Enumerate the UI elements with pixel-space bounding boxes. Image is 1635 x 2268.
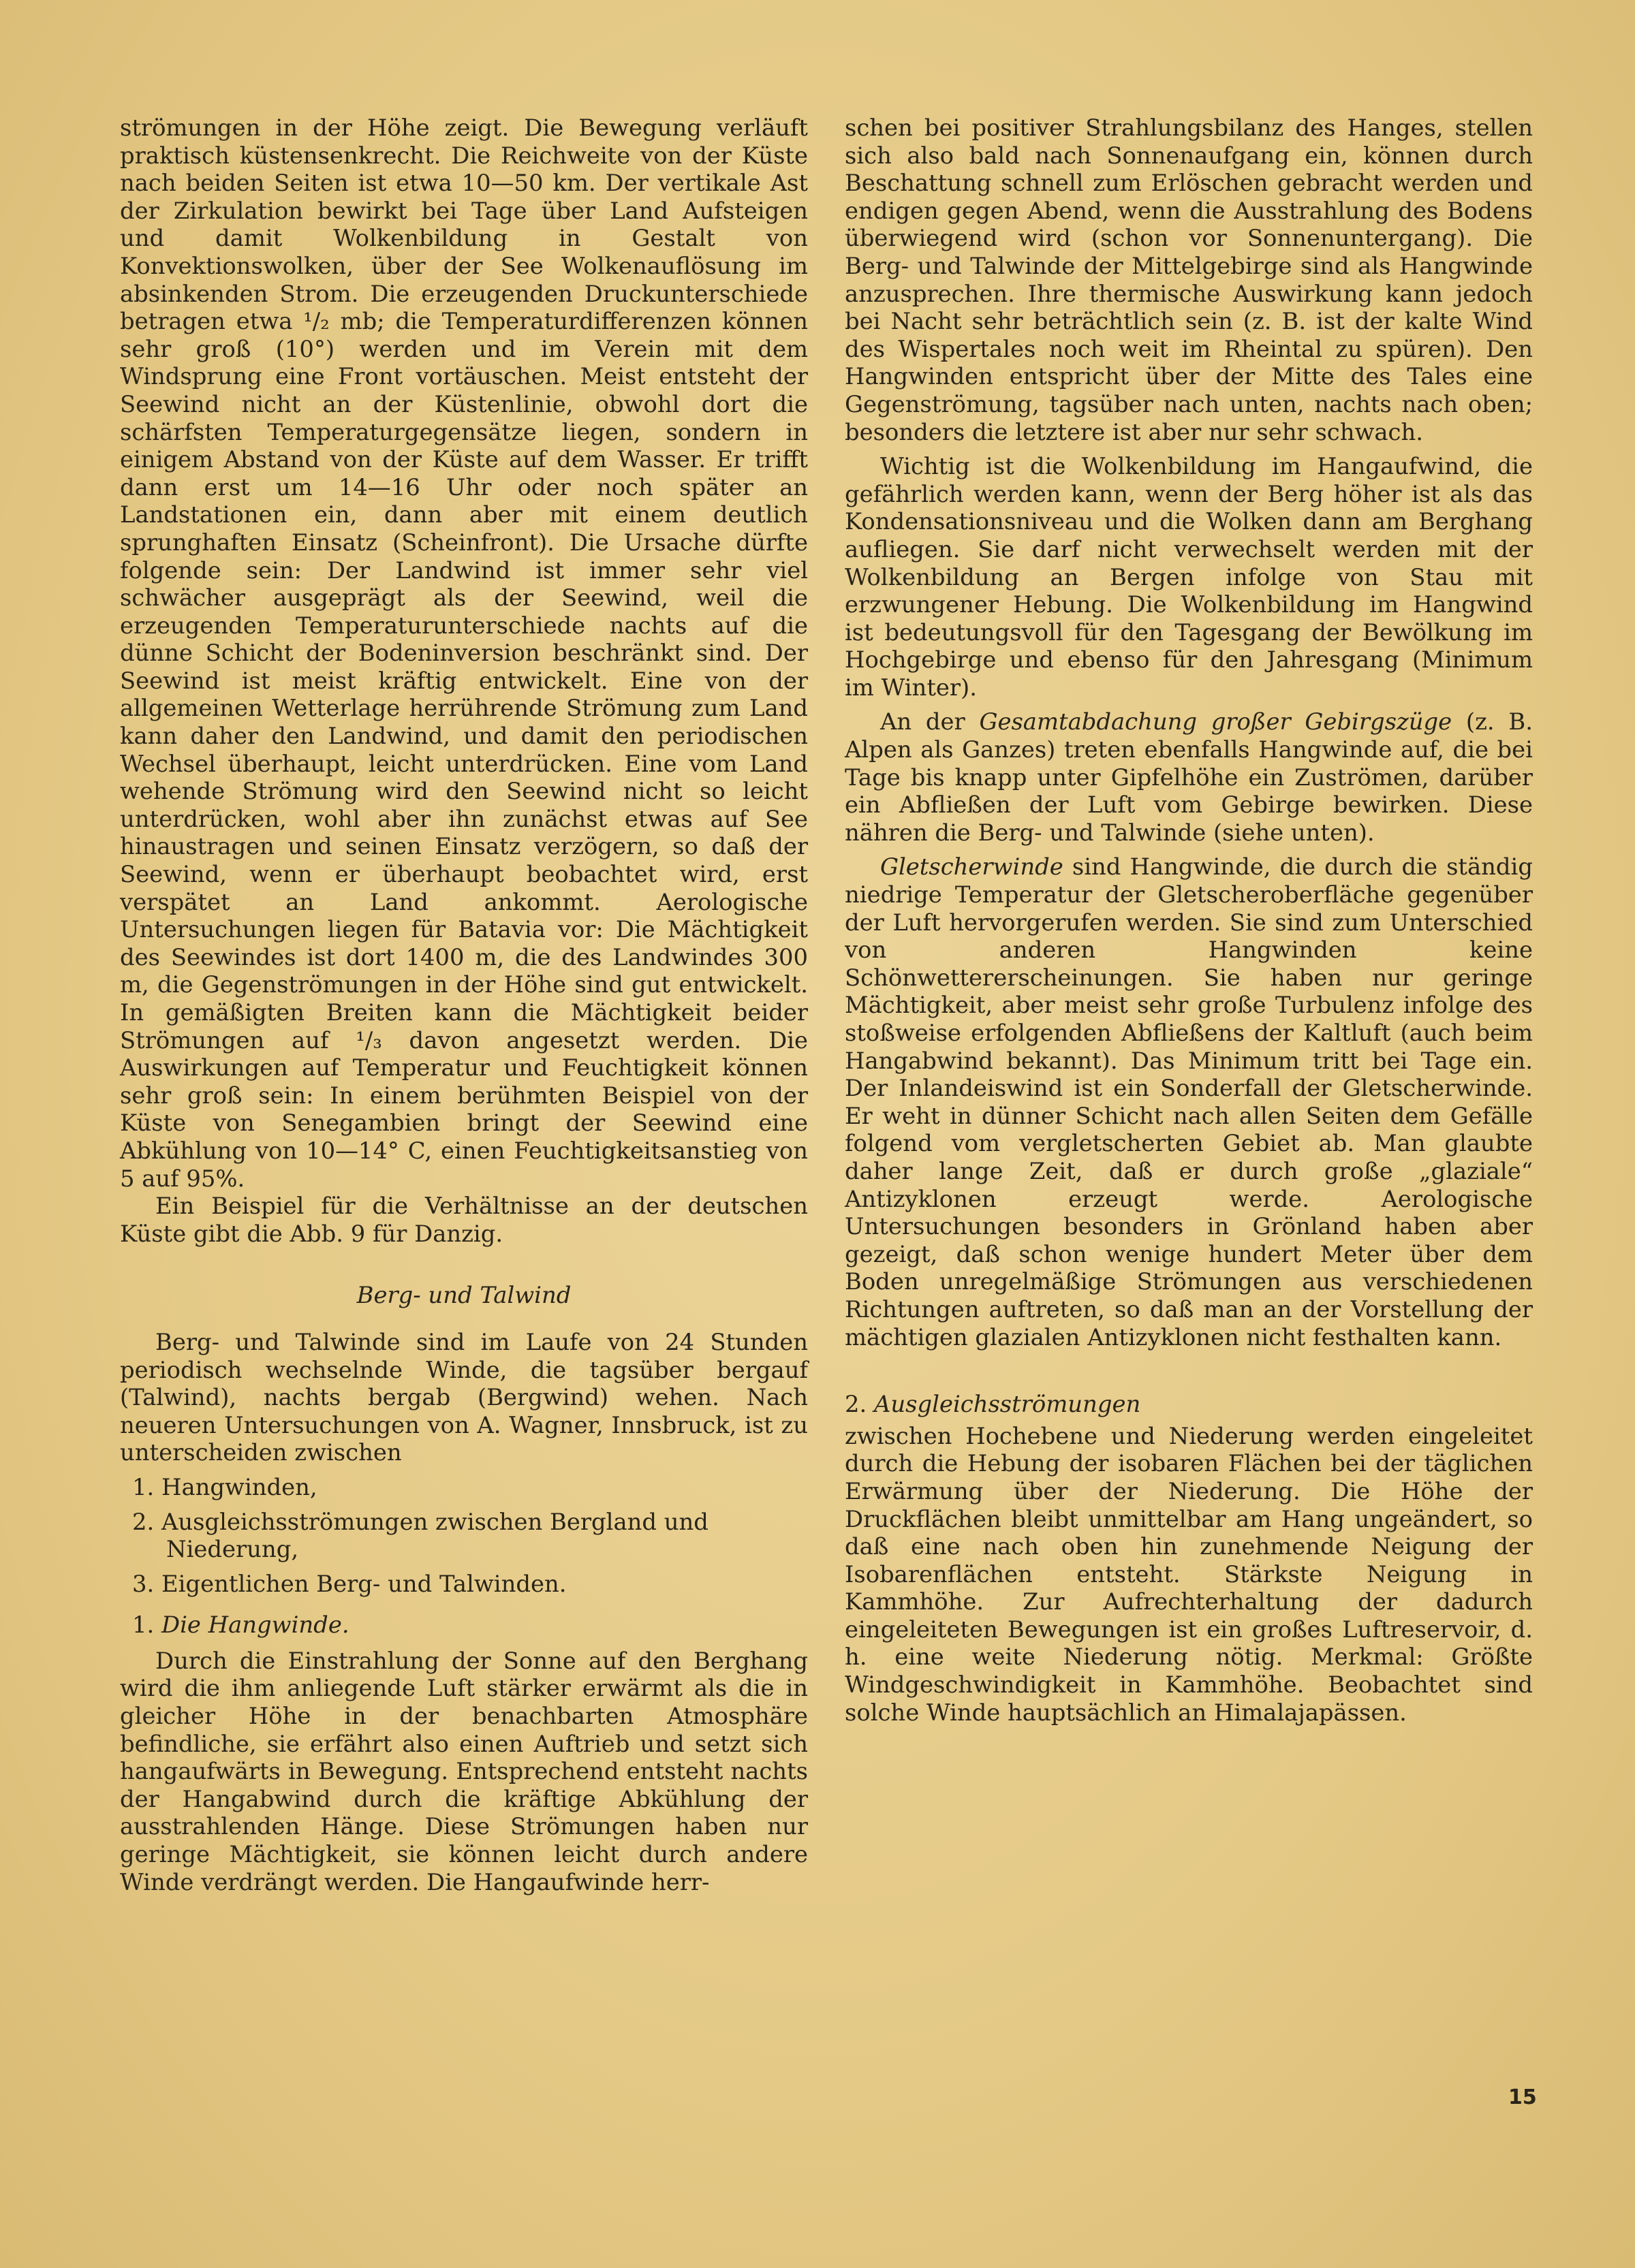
subheading-number: 1. (132, 1611, 155, 1639)
paragraph-ausgleichsstroemungen: zwischen Hochebene und Niederung werden eingeleitet durch die Hebung der isobaren Flächen bei der täglichen Erwärmung über der Niederung. Die Höhe der Druckflächen bleibt unmittelbar am Hang ungeändert, so daß eine nach oben hin zunehmende Neigung der Isobarenflächen entsteht. Stärkste Neigung in Kammhöhe. Zur Aufrechterhaltung der dadurch eingeleiteten Bewegungen ist ein großes Luftreservoir, d. h. eine weite Niederung nötig. Merkmal: Größte Windgeschwindigkeit in Kammhöhe. Beobachtet sind solche Winde hauptsächlich an Himalajapässen. (845, 1422, 1533, 1726)
list-item: 3. Eigentlichen Berg- und Talwinden. (132, 1570, 567, 1597)
subheading-hangwinde (132, 1611, 808, 1639)
list-item: 2. Ausgleichsströmungen zwischen Bergland und Niederung, (132, 1508, 708, 1563)
paragraph-seewind: strömungen in der Höhe zeigt. Die Bewegung verläuft praktisch küstensenkrecht. Die Reichweite von der Küste nach beiden Seiten ist etwa 10—50 km. Der vertikale Ast der Zirkulation bewirkt bei Tage über Land Aufsteigen und damit Wolkenbildung in Gestalt von Konvektionswolken, über der See Wolkenauflösung im absinkenden Strom. Die erzeugenden Druckunterschiede betragen etwa ¹/₂ mb; die Temperaturdifferenzen können sehr groß (10°) werden und im Verein mit dem Windsprung eine Front vortäuschen. Meist entsteht der Seewind nicht an der Küstenlinie, obwohl dort die schärfsten Temperaturgegensätze liegen, sondern in einigem Abstand von der Küste auf dem Wasser. Er trifft dann erst um 14—16 Uhr oder noch später an Landstationen ein, dann aber mit einem deutlich sprunghaften Einsatz (Scheinfront). Die Ursache dürfte folgende sein: Der Landwind ist immer sehr viel schwächer ausgeprägt als der Seewind, weil die erzeugenden Temperaturunterschiede nachts auf die dünne Schicht der Bodeninversion beschränkt sind. Der Seewind ist meist kräftig entwickelt. Eine von der allgemeinen Wetterlage herrührende Strömung zum Land kann daher den Landwind, und damit den periodischen Wechsel überhaupt, leicht unterdrücken. Eine vom Land wehende Strömung wird den Seewind nicht so leicht unterdrücken, wohl aber ihn zunächst etwas auf See hinaustragen und seinen Einsatz verzögern, so daß der Seewind, wenn er überhaupt beobachtet wird, erst verspätet an Land ankommt. Aerologische Untersuchungen liegen für Batavia vor: Die Mächtigkeit des Seewindes ist dort 1400 m, die des Landwindes 300 m, die Gegenströmungen in der Höhe sind gut entwickelt. In gemäßigten Breiten kann die Mächtigkeit beider Strömungen auf ¹/₃ davon angesetzt werden. Die Auswirkungen auf Temperatur und Feuchtigkeit können sehr groß sein: In einem berühmten Beispiel von der Küste von Senegambien bringt der Seewind eine Abkühlung von 10—14° C, einen Feuchtigkeitsanstieg von 5 auf 95%. (120, 114, 808, 1192)
emphasis-gletscherwinde: Gletscherwinde (880, 853, 1063, 881)
right-column (845, 114, 1533, 1727)
text-run: (z. B. Alpen als Ganzes) treten ebenfalls Hangwinde auf, die bei Tage bis knapp unter Gipfelhöhe ein Zuströmen, darüber ein Abfließen der Luft vom Gebirge bewirken. Diese nähren die Berg- und Talwinde (siehe unten). (845, 708, 1533, 846)
section-heading-berg-und-talwind: Berg- und Talwind (356, 1282, 572, 1309)
text-run: sind Hangwinde, die durch die ständig niedrige Temperatur der Gletscheroberfläche gegenüber der Luft hervorgerufen werden. Sie sind zum Unterschied von anderen Hangwinden keine Schönwettererscheinungen. Sie haben nur geringe Mächtigkeit, aber meist sehr große Turbulenz infolge des stoßweise erfolgenden Abfließens der Kaltluft (auch beim Hangabwind bekannt). Das Minimum tritt bei Tage ein. Der Inlandeiswind ist ein Sonderfall der Gletscherwinde. Er weht in dünner Schicht nach allen Seiten dem Gefälle folgend vom vergletscherten Gebiet ab. Man glaubte daher lange Zeit, daß er durch große „glaziale“ Antizyklonen erzeugt werde. Aerologische Untersuchungen besonders in Grönland haben aber gezeigt, daß schon wenige hundert Meter über dem Boden unregelmäßige Strömungen aus verschiedenen Richtungen auftreten, so daß man an der Vorstellung der mächtigen glazialen Antizyklonen nicht festhalten kann. (845, 853, 1533, 1351)
emphasis-gesamtabdachung: Gesamtabdachung großer Gebirgszüge (979, 708, 1452, 736)
list-item: 1. Hangwinden, (132, 1473, 317, 1500)
paragraph-wolkenbildung: Wichtig ist die Wolkenbildung im Hangaufwind, die gefährlich werden kann, wenn der Berg höher ist als das Kondensationsniveau und die Wolken dann am Berghang aufliegen. Sie darf nicht verwechselt werden mit der Wolkenbildung an Bergen infolge von Stau mit erzwungener Hebung. Die Wolkenbildung im Hangwind ist bedeutungsvoll für den Tagesgang der Bewölkung im Hochgebirge und ebenso für den Jahresgang (Minimum im Winter). (845, 453, 1533, 701)
paragraph-hangwinde: Durch die Einstrahlung der Sonne auf den Berghang wird die ihm anliegende Luft stärker erwärmt als die in gleicher Höhe in der benachbarten Atmosphäre befindliche, sie erfährt also einen Auftrieb und setzt sich hangaufwärts in Bewegung. Entsprechend entsteht nachts der Hangabwind durch die kräftige Abkühlung der ausstrahlenden Hänge. Diese Strömungen haben nur geringe Mächtigkeit, sie können leicht durch andere Winde verdrängt werden. Die Hangaufwinde herr- (120, 1647, 808, 1895)
paragraph-hangwinde-continued: schen bei positiver Strahlungsbilanz des Hanges, stellen sich also bald nach Sonnenaufgang ein, können durch Beschattung schnell zum Erlöschen gebracht werden und endigen gegen Abend, wenn die Ausstrahlung des Bodens überwiegend wird (schon vor Sonnenuntergang). Die Berg- und Talwinde der Mittelgebirge sind als Hangwinde anzusprechen. Ihre thermische Auswirkung kann jedoch bei Nacht sehr beträchtlich sein (z. B. ist der kalte Wind des Wispertales noch weit im Rheintal zu spüren). Den Hangwinden entspricht über der Mitte des Tales eine Gegenströmung, tagsüber nach unten, nachts nach oben; besonders die letztere ist aber nur sehr schwach. (845, 114, 1533, 445)
subheading-number: 2. (845, 1391, 867, 1418)
paragraph-berg-talwinde-intro: Berg- und Talwinde sind im Laufe von 24 Stunden periodisch wechselnde Winde, die tagsüber bergauf (Talwind), nachts bergab (Bergwind) wehen. Nach neueren Untersuchungen von A. Wagner, Innsbruck, ist zu unterscheiden zwischen (120, 1328, 808, 1466)
classification-list (120, 1474, 808, 1598)
paragraph-danzig-example: Ein Beispiel für die Verhältnisse an der deutschen Küste gibt die Abb. 9 für Danzig. (120, 1193, 808, 1247)
subheading-ausgleichsstroemungen (845, 1391, 1533, 1419)
text-run: An der (880, 708, 980, 736)
subheading-title: Die Hangwinde. (161, 1611, 349, 1639)
paragraph-gesamtabdachung (845, 708, 1533, 847)
paragraph-gletscherwinde (845, 853, 1533, 1351)
page-number: 15 (1508, 2085, 1537, 2109)
subheading-title: Ausgleichsströmungen (874, 1391, 1141, 1418)
left-column (120, 114, 808, 1896)
